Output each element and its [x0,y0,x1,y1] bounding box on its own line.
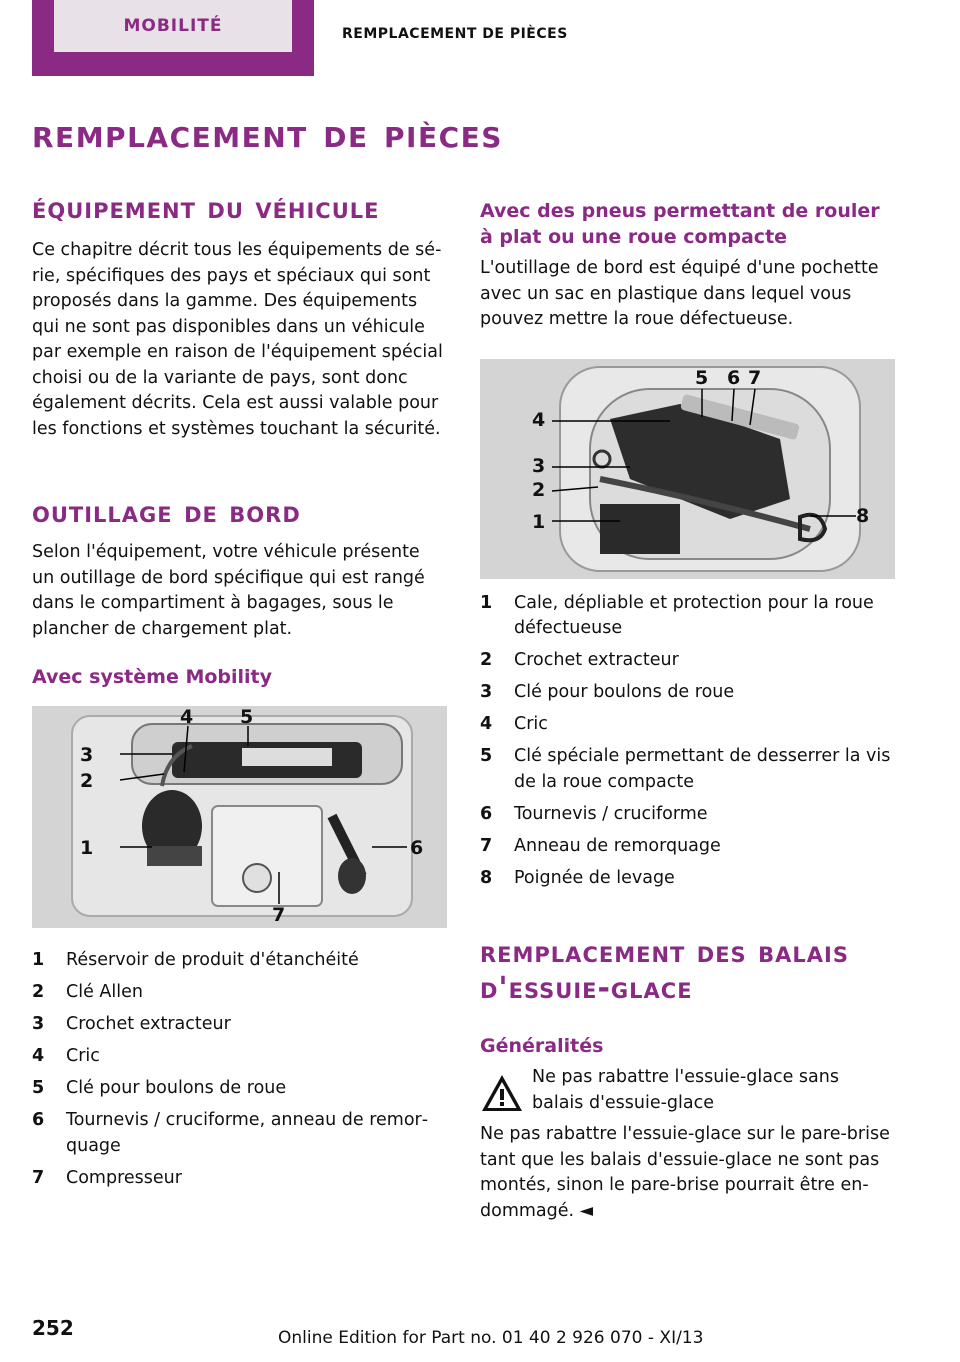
list-item: 3 Crochet extracteur [32,1014,231,1034]
subheading-compact-wheel: Avec des pneus permettant de rouler à plat ou une roue compacte [480,200,880,248]
callout-3: 3 [80,744,94,766]
callout-2: 2 [80,770,94,792]
callout-2: 2 [532,478,546,501]
balais-paragraph: Ne pas rabattre l'essuie-glace sur le pare-brise tant que les balais d'essuie-glace ne sont pas montés, sinon le pare-brise pourrait être endommagé. ◄ [480,1124,890,1221]
compact-paragraph: L'outillage de bord est équipé d'une pochette avec un sac en plastique dans lequel vous pouvez mettre la roue défectueuse. [480,258,879,329]
equipement-paragraph: Ce chapitre décrit tous les équipements de série, spécifiques des pays et spéciaux qui sont proposés dans la gamme. Des équipements qui ne sont pas disponibles dans un véhicule par exemple en raison de l'équipement spécial choisi ou de la variante de pays, sont donc également décrits. Cela est aussi valable pour les fonctions et systèmes touchant la sécurité. [32,240,443,439]
callout-1: 1 [80,837,94,859]
list-item: 8 Poignée de levage [480,867,675,888]
outillage-paragraph: Selon l'équipement, votre véhicule présente un outillage de bord spécifique qui est rangé dans le compartiment à bagages, sous le plancher de chargement plat. [32,542,425,639]
section-heading-balais: remplacement des balais d'essuie-glace [480,935,849,1006]
warning-block [480,1065,895,1116]
callout-4: 4 [180,706,194,728]
callout-3: 3 [532,454,546,477]
running-header: REMPLACEMENT DE PIÈCES [342,26,568,42]
mobility-toolkit-illustration [32,706,447,928]
list-item: 2 Clé Allen [32,982,143,1002]
left-column [32,190,447,1198]
warning-text: Ne pas rabattre l'essuie-glace sans balais d'essuie-glace [532,1067,839,1113]
mobility-toolkit-figure [32,706,447,928]
list-item: 5 Clé spéciale permettant de desserrer la vis de la roue compacte [480,746,891,792]
mobility-legend [32,948,447,1191]
subheading-mobility: Avec système Mobility [32,666,273,688]
callout-7: 7 [272,904,286,926]
chapter-tab-label: MOBILITÉ [54,0,292,52]
callout-7: 7 [748,366,762,389]
callout-5: 5 [240,706,254,728]
warning-triangle-icon [480,1073,524,1113]
list-item: 6 Tournevis / cruciforme, anneau de remorquage [32,1110,429,1156]
list-item: 7 Anneau de remorquage [480,835,721,856]
page-number: 252 [32,1316,74,1340]
list-item: 1 Réservoir de produit d'étanchéité [32,950,359,970]
callout-5: 5 [695,366,709,389]
callout-6: 6 [410,837,424,859]
section-heading-outillage: outillage de bord [32,495,301,530]
callout-6: 6 [727,366,741,389]
edition-footer: Online Edition for Part no. 01 40 2 926 070 - XI/13 [278,1328,704,1348]
list-item: 2 Crochet extracteur [480,650,679,670]
list-item: 4 Cric [480,714,548,734]
subheading-generalites: Généralités [480,1035,604,1057]
list-item: 7 Compresseur [32,1167,182,1188]
callout-1: 1 [532,510,546,533]
chapter-tab [32,0,314,76]
compact-toolkit-figure [480,359,895,579]
callout-8: 8 [856,504,870,527]
end-mark: ◄ [579,1200,594,1221]
compact-legend [480,591,895,892]
page-title: remplacement de pièces [32,111,503,157]
list-item: 3 Clé pour boulons de roue [480,682,735,702]
list-item: 5 Clé pour boulons de roue [32,1078,287,1098]
list-item: 6 Tournevis / cruciforme [480,803,708,824]
list-item: 4 Cric [32,1046,100,1066]
callout-4: 4 [532,408,546,431]
section-heading-equipement: équipement du véhicule [32,191,380,226]
right-column [480,190,895,1224]
list-item: 1 Cale, dépliable et protection pour la roue défectueuse [480,592,874,638]
